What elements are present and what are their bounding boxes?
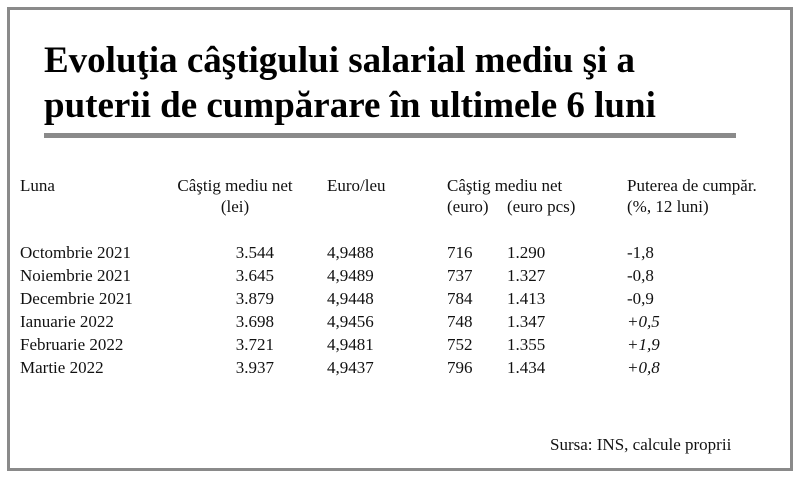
row-6-euro-pcs: 1.434 <box>507 358 546 377</box>
row-1-euro-leu: 4,9488 <box>327 243 374 262</box>
row-6-lei: 3.937 <box>235 358 274 377</box>
row-1-lei: 3.544 <box>235 243 274 262</box>
header-euro-leu: Euro/leu <box>327 176 386 195</box>
header-putere-line2: (%, 12 luni) <box>627 197 709 216</box>
title-underline <box>44 133 736 138</box>
title-line-2: puterii de cumpărare în ultimele 6 luni <box>44 85 656 126</box>
row-3-euro-pcs: 1.413 <box>507 289 546 308</box>
row-2-euro-pcs: 1.327 <box>507 266 546 285</box>
header-putere-line1: Puterea de cumpăr. <box>627 176 757 195</box>
row-3-euro-leu: 4,9448 <box>327 289 374 308</box>
row-6-luna: Martie 2022 <box>20 358 104 377</box>
source-note: Sursa: INS, calcule proprii <box>550 435 732 454</box>
header-castig-lei-line2: (lei) <box>220 197 250 216</box>
row-5-euro: 752 <box>447 335 473 354</box>
row-2-euro-leu: 4,9489 <box>327 266 374 285</box>
row-2-luna: Noiembrie 2021 <box>20 266 131 285</box>
row-2-euro: 737 <box>447 266 473 285</box>
row-4-lei: 3.698 <box>235 312 274 331</box>
row-2-putere: -0,8 <box>627 266 654 285</box>
row-5-luna: Februarie 2022 <box>20 335 124 354</box>
row-3-luna: Decembrie 2021 <box>20 289 133 308</box>
row-3-euro: 784 <box>447 289 473 308</box>
page-title <box>44 38 764 128</box>
row-5-putere: +1,9 <box>627 335 660 354</box>
row-4-euro: 748 <box>447 312 473 331</box>
row-6-euro: 796 <box>447 358 473 377</box>
row-1-euro-pcs: 1.290 <box>507 243 546 262</box>
row-3-lei: 3.879 <box>235 289 274 308</box>
row-1-luna: Octombrie 2021 <box>20 243 131 262</box>
header-castig-euro-line1: Câştig mediu net <box>447 176 563 195</box>
row-2-lei: 3.645 <box>235 266 274 285</box>
document-frame <box>7 7 793 471</box>
row-5-euro-pcs: 1.355 <box>507 335 546 354</box>
row-5-lei: 3.721 <box>235 335 274 354</box>
row-5-euro-leu: 4,9481 <box>327 335 374 354</box>
header-luna: Luna <box>20 176 55 195</box>
header-castig-euro: (euro) <box>447 197 489 216</box>
row-1-putere: -1,8 <box>627 243 654 262</box>
header-castig-euro-pcs: (euro pcs) <box>507 197 576 216</box>
row-4-euro-pcs: 1.347 <box>507 312 546 331</box>
header-castig-lei-line1: Câştig mediu net <box>177 176 293 195</box>
row-4-euro-leu: 4,9456 <box>327 312 374 331</box>
row-4-luna: Ianuarie 2022 <box>20 312 114 331</box>
row-1-euro: 716 <box>447 243 473 262</box>
row-6-putere: +0,8 <box>627 358 660 377</box>
title-line-1: Evoluţia câştigului salarial mediu şi a <box>44 40 636 81</box>
row-4-putere: +0,5 <box>627 312 660 331</box>
row-6-euro-leu: 4,9437 <box>327 358 374 377</box>
row-3-putere: -0,9 <box>627 289 654 308</box>
